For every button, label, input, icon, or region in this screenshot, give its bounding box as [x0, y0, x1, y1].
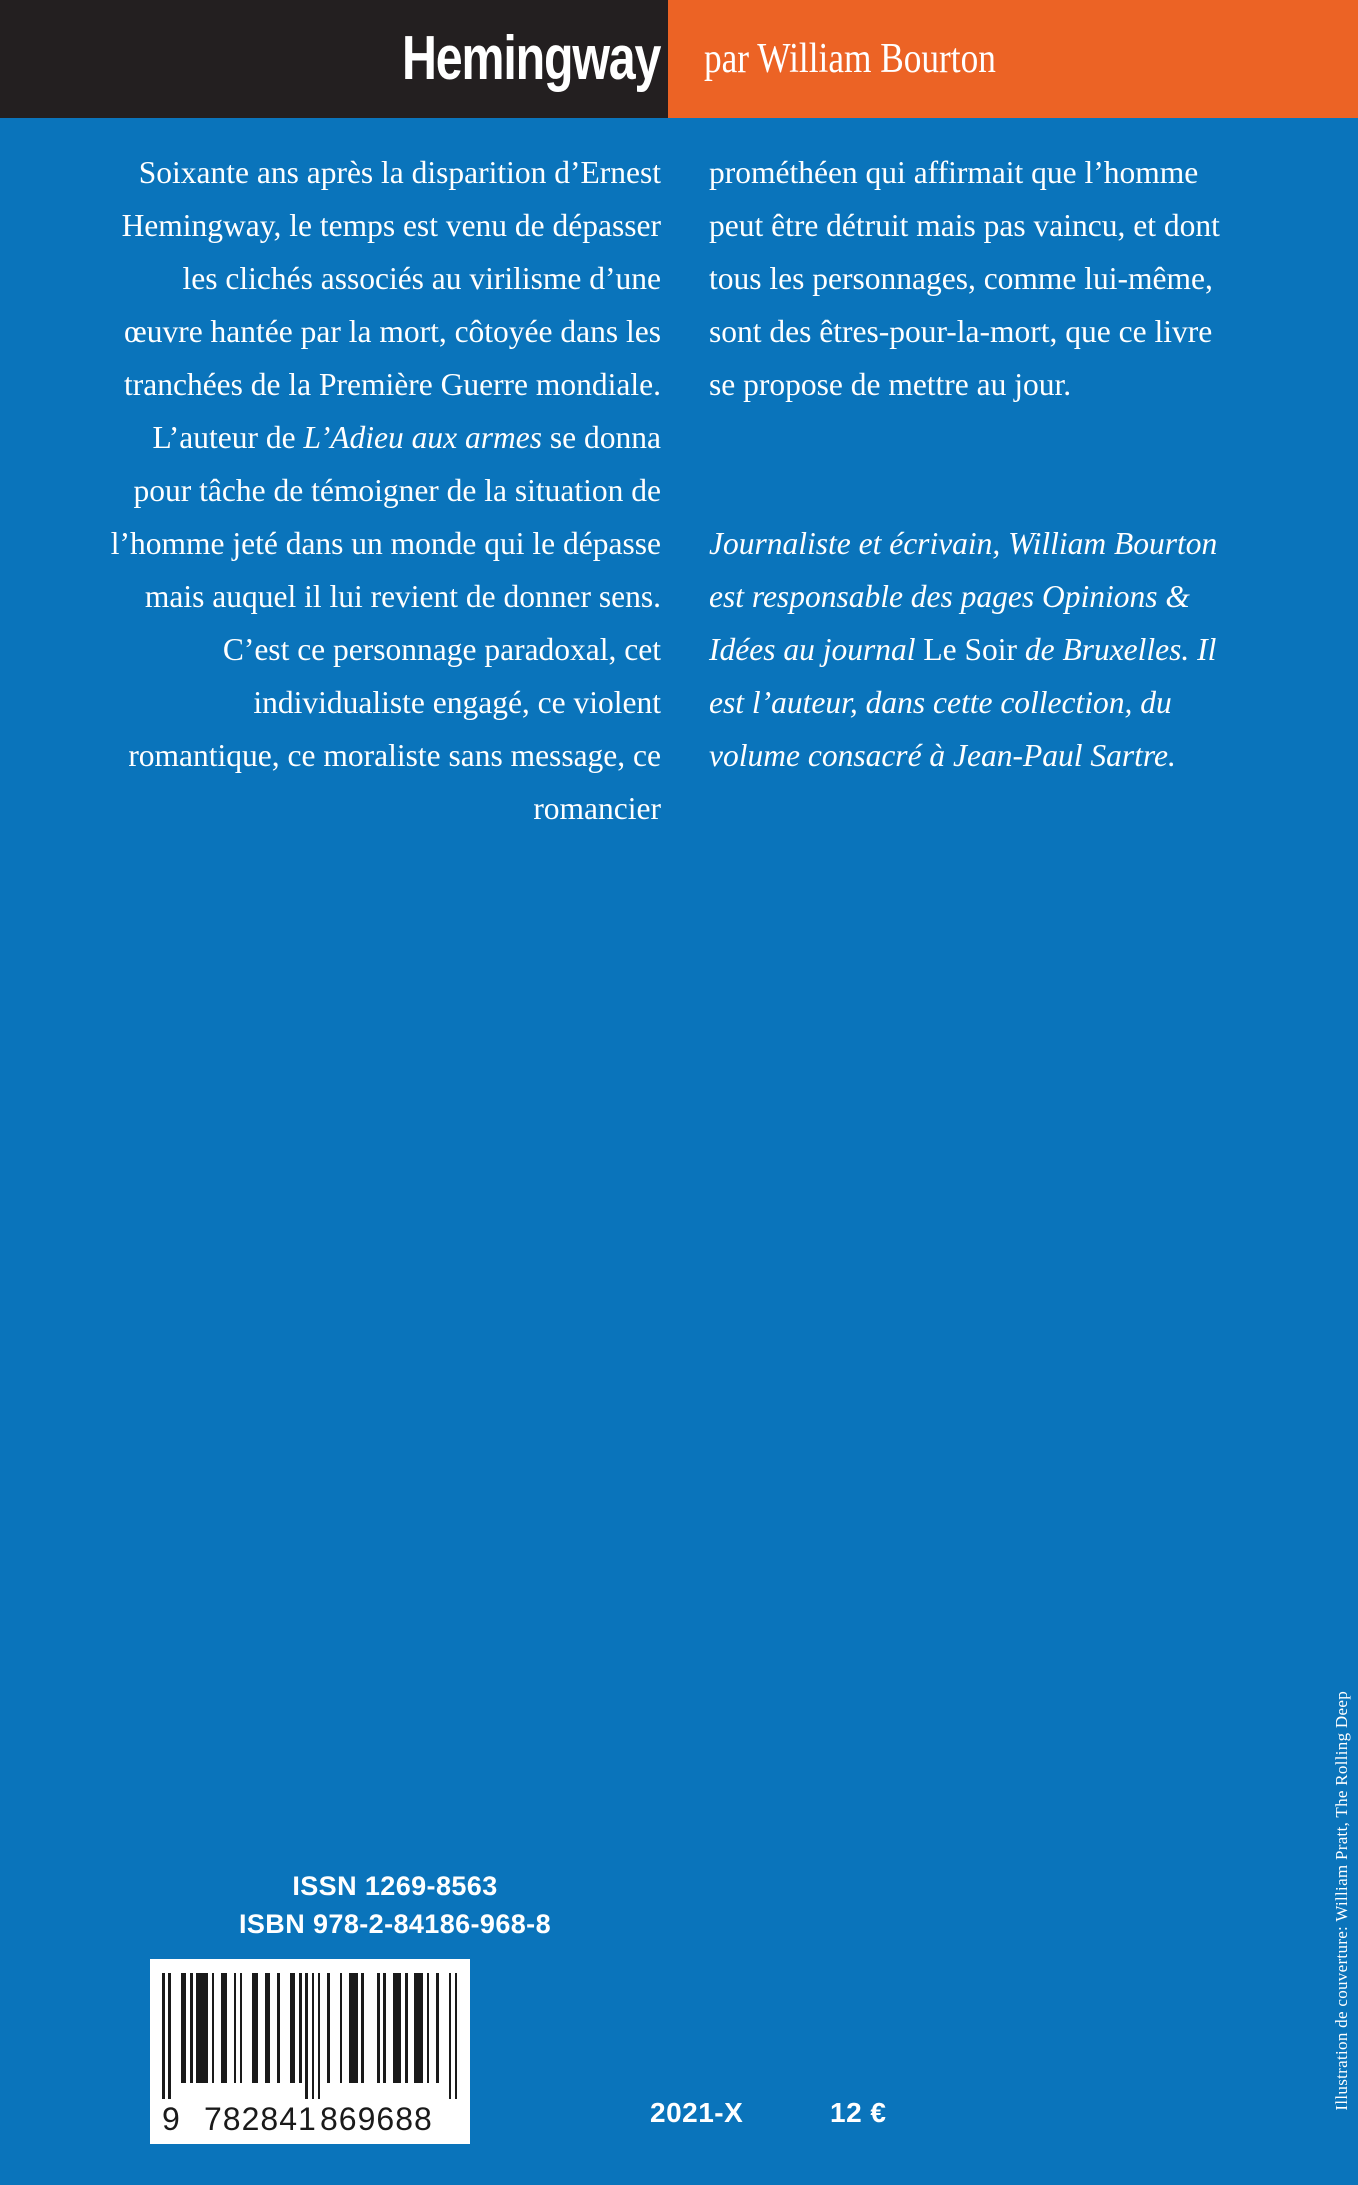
blurb-paragraph-left	[110, 146, 661, 835]
text-run: se donna pour tâche de témoigner de la situation de l’homme jeté dans un monde qui le dépasse mais auquel il lui revient de donner sens. C’est ce personnage paradoxal, cet individualiste engagé, ce violent romantique, ce moraliste sans message, ce romancier	[110, 420, 661, 826]
cover-illustration-credit: Illustration de couverture: William Pratt, The Rolling Deep	[1332, 1691, 1351, 2111]
blurb-right-column	[679, 118, 1358, 835]
barcode-right-group: 869688	[320, 2101, 433, 2137]
identifier-codes	[150, 1867, 640, 1943]
header-orange-panel	[668, 0, 1358, 118]
ean13-barcode	[150, 1959, 470, 2144]
author-byline: par William Bourton	[704, 36, 996, 82]
cover-footer	[0, 1845, 1358, 2185]
header-black-panel	[0, 0, 668, 118]
barcode-bars	[162, 1973, 458, 2099]
page-title: Hemingway	[401, 24, 661, 93]
text-run: prométhéen qui affirmait que l’homme peut être détruit mais pas vaincu, et dont tous les personnages, comme lui-même, sont des êtres-pour-la-mort, que ce livre se propose de mettre au jour.	[709, 155, 1220, 402]
isbn-line: ISBN 978-2-84186-968-8	[239, 1909, 551, 1939]
text-run: Soixante ans après la disparition d’Ernest Hemingway, le temps est venu de dépasser les clichés associés au virilisme d’une œuvre hantée par la mort, côtoyée dans les tranchées de la Première Guerre mondiale. L’auteur de	[121, 155, 661, 455]
barcode-left-group: 782841	[204, 2101, 317, 2137]
text-run: L’Adieu aux armes	[303, 420, 543, 455]
cover-header	[0, 0, 1358, 118]
issue-code: 2021-X	[650, 2097, 744, 2128]
issn-line: ISSN 1269-8563	[292, 1871, 498, 1901]
text-run: Le Soir	[923, 632, 1017, 667]
text-run: de Bruxelles. Il est l’auteur, dans cette collection, du volume consacré à Jean-Paul Sartre.	[709, 632, 1217, 773]
blurb-columns	[0, 118, 1358, 835]
barcode-digits	[150, 2101, 470, 2138]
blurb-paragraph-right	[709, 146, 1238, 411]
price-label: 12 €	[830, 2097, 887, 2128]
text-run: Journaliste et écrivain, William Bourton est responsable des pages Opinions & Idées au journal	[709, 526, 1218, 667]
author-bio-paragraph	[709, 517, 1238, 782]
blurb-left-column	[0, 118, 679, 835]
barcode-lead-digit: 9	[162, 2101, 181, 2137]
